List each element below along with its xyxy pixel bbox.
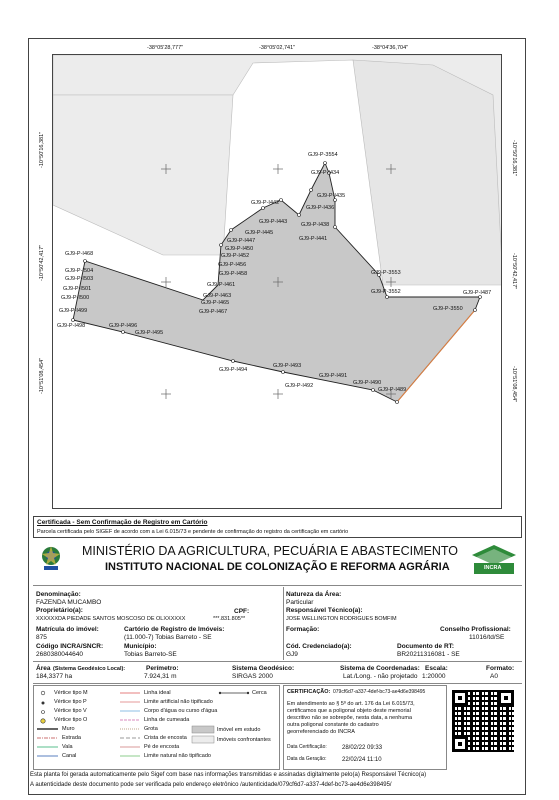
denominacao-label: Denominação: xyxy=(36,591,81,598)
certificacao-body-4: georreferenciado do INCRA xyxy=(287,729,355,735)
coord-left-1: -10°50'16,381" xyxy=(39,131,45,168)
perimetro-value: 7.924,31 m xyxy=(144,673,177,680)
natureza-value: Particular xyxy=(286,599,314,606)
label-p458: GJ9-P-I458 xyxy=(219,271,248,277)
cpf-label: CPF: xyxy=(234,608,250,615)
institute-title: INSTITUTO NACIONAL DE COLONIZAÇÃO E REFORMA AGRÁRIA xyxy=(105,561,450,573)
area-label: Área xyxy=(36,665,51,672)
area-sub: (Sistema Geodésico Local): xyxy=(53,666,126,672)
data-ger-label: Data da Geração: xyxy=(287,756,327,762)
perimetro-label: Perímetro: xyxy=(146,665,179,672)
certificacao-body-0: Em atendimento ao § 5º do art. 176 da Lei 6.015/73, xyxy=(287,701,415,707)
conselho-value: 11016/td/SE xyxy=(469,634,505,641)
coord-left-3: -10°51'08,454" xyxy=(39,357,45,394)
label-p452: GJ9-P-I452 xyxy=(221,253,250,259)
legend-c1-2: Vértice tipo V xyxy=(54,708,87,714)
natureza-label: Natureza da Área: xyxy=(286,591,342,598)
label-p467: GJ9-P-I467 xyxy=(199,309,228,315)
data-cert-label: Data Certificação: xyxy=(287,744,327,750)
label-p434: GJ9-P-I434 xyxy=(311,170,340,176)
coord-right-2: -10°50'42,417" xyxy=(511,253,517,290)
label-p493: GJ9-P-I493 xyxy=(273,363,302,369)
legend-c2-0: Linha ideal xyxy=(144,690,171,696)
label-p489: GJ9-P-I489 xyxy=(378,387,407,393)
label-p3550: GJ9-P-3550 xyxy=(433,306,463,312)
formato-label: Formato: xyxy=(486,665,515,672)
cpf-value: ***.831.805** xyxy=(213,616,246,622)
legend-c1-6: Vala xyxy=(62,744,73,750)
responsavel-value: JOSE WELLINGTON RODRIGUES BOMFIM xyxy=(286,616,397,622)
cert-title: Certificada - Sem Confirmação de Registro em Cartório xyxy=(37,519,208,526)
coat-of-arms-icon xyxy=(40,544,62,572)
legend-c1-4: Muro xyxy=(62,726,75,732)
label-p443: GJ9-P-I443 xyxy=(259,219,288,225)
credenciado-value: GJ9 xyxy=(286,651,298,658)
legend-c1-3: Vértice tipo O xyxy=(54,717,88,723)
proprietario-value: XXXXXXDA PIEDADE SANTOS MOSCOSO DE OLXXXXXX xyxy=(36,616,186,622)
cert-text: Parcela certificada pelo SIGEF de acordo com a Lei 6.015/73 e pendente de confirmação do registro da certificação em cartório xyxy=(37,529,349,535)
sistema-label: Sistema Geodésico: xyxy=(232,665,295,672)
legend-c2-3: Linha de cumeada xyxy=(144,717,190,723)
coord-top-1: -38°05'28,777" xyxy=(147,45,184,51)
formacao-label: Formação: xyxy=(286,626,320,633)
certificacao-label: CERTIFICAÇÃO: xyxy=(287,689,331,695)
label-p491: GJ9-P-I491 xyxy=(319,373,348,379)
rt-label: Documento de RT: xyxy=(397,643,455,650)
cartorio-value: (11.000-7) Tobias Barreto - SE xyxy=(124,634,212,641)
label-p468: GJ9-P-I468 xyxy=(65,251,94,257)
legend-c1-7: Canal xyxy=(62,753,77,759)
label-p463: GJ9-P-I463 xyxy=(203,293,232,299)
label-p435: GJ9-P-I435 xyxy=(317,193,346,199)
legend xyxy=(33,685,280,770)
incra-logo-text: INCRA xyxy=(484,565,502,571)
label-p499: GJ9-P-I499 xyxy=(59,308,88,314)
formato-value: A0 xyxy=(490,673,498,680)
escala-value: 1:20000 xyxy=(422,673,446,680)
label-p3552: GJ9-P-3552 xyxy=(371,289,401,295)
escala-label: Escala: xyxy=(425,665,448,672)
coord-top-3: -38°04'36,704" xyxy=(372,45,409,51)
denominacao-value: FAZENDA MUCAMBO xyxy=(36,599,102,606)
incra-logo xyxy=(470,543,518,575)
data-ger-value: 22/02/24 11:10 xyxy=(342,757,382,763)
legend-c1-1: Vértice tipo P xyxy=(54,699,87,705)
legend-c2-2: Corpo d'água ou curso d'água xyxy=(144,708,218,714)
label-p436: GJ9-P-I436 xyxy=(306,205,335,211)
certificacao-body-1: certificamos que a poligonal objeto deste memorial xyxy=(287,708,411,714)
label-p487: GJ9-P-I487 xyxy=(463,290,492,296)
municipio-value: Tobias Barreto-SE xyxy=(124,651,177,658)
matricula-label: Matrícula do imóvel: xyxy=(36,626,99,633)
label-p456: GJ9-P-I456 xyxy=(218,262,247,268)
data-cert-value: 28/02/22 09:33 xyxy=(342,745,383,751)
map-area xyxy=(52,54,502,509)
responsavel-label: Responsável Técnico(a): xyxy=(286,607,363,614)
codigo-value: 2680380044640 xyxy=(36,651,83,658)
rt-value: BR20211316081 - SE xyxy=(397,651,460,658)
label-p494: GJ9-P-I494 xyxy=(219,367,248,373)
certificacao-body-2: descritivo não se sobrepõe, nesta data, a nenhuma xyxy=(287,715,413,721)
sistema-value: SIRGAS 2000 xyxy=(232,673,273,680)
legend-cerca: Cerca xyxy=(252,690,267,696)
label-p441: GJ9-P-I441 xyxy=(299,236,328,242)
legend-c1-0: Vértice tipo M xyxy=(54,690,88,696)
coord-left-2: -10°50'42,417" xyxy=(39,244,45,281)
label-p490: GJ9-P-I490 xyxy=(353,380,382,386)
coord-right-1: -10°50'16,381" xyxy=(511,140,517,177)
qr-code[interactable] xyxy=(452,690,514,752)
label-p445: GJ9-P-I445 xyxy=(245,230,274,236)
legend-estudo: Imóvel em estudo xyxy=(217,727,261,733)
coord-top-2: -38°05'02,741" xyxy=(259,45,296,51)
ministry-title: MINISTÉRIO DA AGRICULTURA, PECUÁRIA E ABASTECIMENTO xyxy=(82,544,459,558)
certification-box xyxy=(283,685,447,770)
cartorio-label: Cartório de Registro de Imóveis: xyxy=(124,626,225,633)
label-p500: GJ9-P-I500 xyxy=(61,295,90,301)
area-value: 184,3377 ha xyxy=(36,673,73,680)
coord-value: Lat./Long. - não projetado xyxy=(343,673,418,680)
footer-line1: Esta planta foi gerada automaticamente pelo Sigef com base nas informações transmitidas e assinadas digitalmente pelo(a) Responsável Técnico(a) xyxy=(30,772,427,778)
label-p450: GJ9-P-I450 xyxy=(225,246,254,252)
label-p3554: GJ9-P-3554 xyxy=(308,152,338,158)
label-p501: GJ9-P-I501 xyxy=(63,286,92,292)
footer-line2: A autenticidade deste documento pode ser verificada pelo endereço eletrônico /autenticidade/079cf6d7-a337-4def-bc73-ae4d6e398495/ xyxy=(30,782,392,788)
legend-c1-5: Estrada xyxy=(62,735,81,741)
label-p496: GJ9-P-I496 xyxy=(109,323,138,329)
credenciado-label: Cód. Credenciado(a): xyxy=(286,643,352,650)
legend-c2-7: Limite natural não tipificado xyxy=(144,753,211,759)
matricula-value: 875 xyxy=(36,634,47,641)
label-p438: GJ9-P-I438 xyxy=(301,222,330,228)
coord-right-3: -10°51'08,454" xyxy=(511,366,517,403)
label-p461: GJ9-P-I461 xyxy=(207,282,236,288)
neighbour-parcel-3 xyxy=(353,60,502,285)
label-p492: GJ9-P-I492 xyxy=(285,383,314,389)
certificacao-body-3: outra poligonal constante do cadastro xyxy=(287,722,379,728)
label-p3553: GJ9-P-3553 xyxy=(371,270,401,276)
label-p447: GJ9-P-I447 xyxy=(227,238,256,244)
legend-c2-5: Crista de encosta xyxy=(144,735,187,741)
proprietario-label: Proprietário(a): xyxy=(36,607,83,614)
label-p498: GJ9-P-I498 xyxy=(57,323,86,329)
legend-c2-4: Grota xyxy=(144,726,158,732)
label-p504: GJ9-P-I504 xyxy=(65,268,94,274)
certificacao-code: 079cf6d7-a337-4def-bc73-ae4d6e398495 xyxy=(333,689,426,695)
label-p465: GJ9-P-I465 xyxy=(201,300,230,306)
label-p495: GJ9-P-I495 xyxy=(135,330,164,336)
cert-banner xyxy=(33,516,522,538)
label-p442: GJ9-P-I442 xyxy=(251,200,280,206)
map-svg xyxy=(53,55,502,509)
legend-c2-6: Pé de encosta xyxy=(144,744,180,750)
neighbour-parcel-2 xyxy=(53,95,233,255)
legend-confrontantes: Imóveis confrontantes xyxy=(217,737,271,743)
conselho-label: Conselho Profissional: xyxy=(440,626,511,633)
legend-c2-1: Limite artificial não tipificado xyxy=(144,699,213,705)
label-p503: GJ9-P-I503 xyxy=(65,276,94,282)
municipio-label: Município: xyxy=(124,643,157,650)
codigo-label: Código INCRA/SNCR: xyxy=(36,643,104,650)
coord-label: Sistema de Coordenadas: xyxy=(340,665,420,672)
